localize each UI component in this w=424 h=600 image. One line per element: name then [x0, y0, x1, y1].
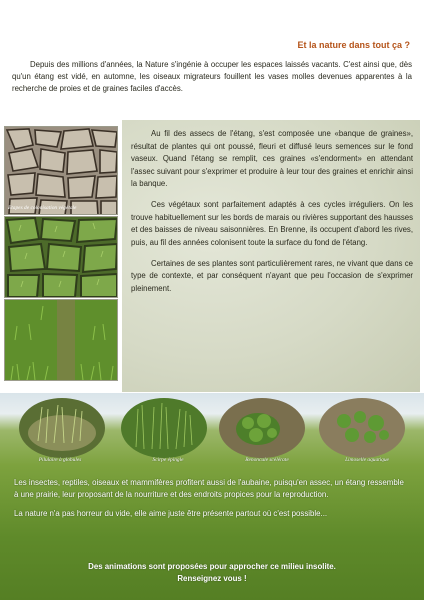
plant-caption: Scirpe épingle [152, 457, 184, 463]
panel-paragraph: Certaines de ses plantes sont particulièrement rares, ne vivant que dans ce type de contexte, et par conséquent n'ayant que peu l'occasion de s'exprimer pleinement. [131, 258, 413, 293]
plant-caption: Limoselle aquatique [345, 457, 389, 463]
plant-photo-renoncule [218, 397, 306, 459]
cta-line: Renseignez vous ! [177, 573, 247, 583]
plant-photo-pilulaire [18, 397, 106, 459]
call-to-action [14, 561, 410, 584]
plant-photo-limoselle [318, 397, 406, 459]
meadow-paragraph: Les insectes, reptiles, oiseaux et mammifères profitent aussi de l'aubaine, puisqu'en assec, un étang ressemble à une prairie, leur proposant de la nourriture et des endroits propices pour la reproduction. [14, 478, 404, 499]
plant-photo-scirpe [120, 397, 208, 459]
plant-caption: Renoncule scélérate [245, 457, 289, 463]
photo-cracked-mud [4, 126, 118, 215]
photo-sprouting-mud [4, 216, 118, 298]
page-title: Et la nature dans tout ça ? [297, 40, 410, 50]
meadow-text [14, 477, 410, 528]
photo-grass-cover [4, 299, 118, 381]
cta-line: Des animations sont proposées pour approcher ce milieu insolite. [88, 562, 336, 571]
panel-paragraph: Ces végétaux sont parfaitement adaptés à ces cycles irréguliers. On les trouve habituellement sur les bords de marais ou rivières supportant des hausses et des baisses de niveau saisonnières. En Brenne, ils occupent d'abord les rives, puis, au fil des années colonisent toute la surface du fond de l'étang. [131, 200, 413, 247]
plant-caption: Pilulaire à globules [38, 457, 82, 463]
panel-paragraph: Au fil des assecs de l'étang, s'est composée une «banque de graines», résultat de plantes qui ont poussé, fleuri et diffusé leurs semences sur le fond vaseux. Quand l'étang se remplit, ces graines «s'endorment» en attendant l'assec suivant pour s'exprimer et produire à leur tour des graines et enrichir ainsi la banque. [131, 129, 413, 188]
seed-bank-text [131, 128, 413, 304]
photo-caption: Etapes de colonisation végétale [8, 205, 77, 211]
meadow-paragraph: La nature n'a pas horreur du vide, elle aime juste être présente partout où c'est possible... [14, 509, 328, 518]
intro-paragraph: Depuis des millions d'années, la Nature s'ingénie à occuper les espaces laissés vacants. C'est ainsi que, dès qu'un étang est vidé, en automne, les oiseaux migrateurs fouillent les vases molles devenues apparentes à la recherche de proies et de graines faciles d'accès. [12, 60, 412, 93]
